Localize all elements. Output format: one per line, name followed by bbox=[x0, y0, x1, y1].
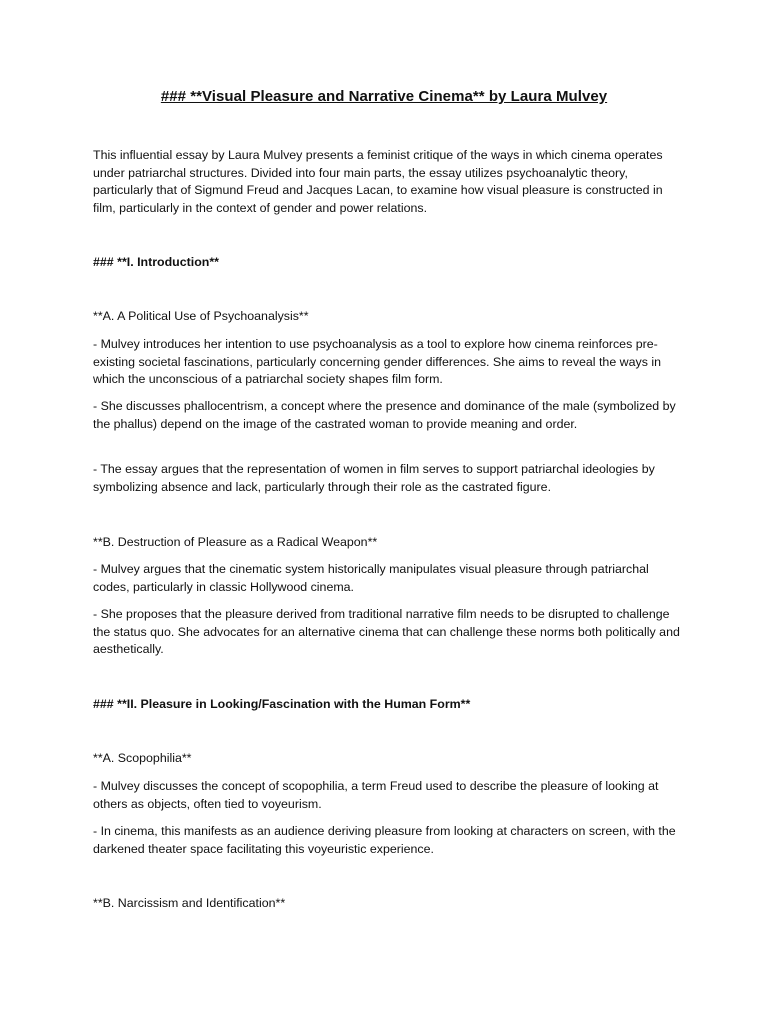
bullet-paragraph: - She discusses phallocentrism, a concept where the presence and dominance of the male (symbolized by the phallus) depend on the image of the castrated woman to provide meaning and order. bbox=[93, 399, 676, 431]
subsection-heading-destruction-of-pleasure: **B. Destruction of Pleasure as a Radical Weapon** bbox=[93, 535, 378, 549]
section-heading-introduction: ### **I. Introduction** bbox=[93, 255, 219, 269]
bullet-paragraph: - In cinema, this manifests as an audience deriving pleasure from looking at characters on screen, with the darkened theater space facilitating this voyeuristic experience. bbox=[93, 824, 676, 856]
bullet-paragraph: - Mulvey argues that the cinematic system historically manipulates visual pleasure through patriarchal codes, particularly in classic Hollywood cinema. bbox=[93, 562, 649, 594]
subsection-heading-narcissism: **B. Narcissism and Identification** bbox=[93, 896, 286, 910]
document-title: ### **Visual Pleasure and Narrative Cinema** by Laura Mulvey bbox=[160, 88, 608, 105]
bullet-paragraph: - She proposes that the pleasure derived from traditional narrative film needs to be disrupted to challenge the status quo. She advocates for an alternative cinema that can challenge these norms both politically and aesthetically. bbox=[93, 607, 680, 657]
subsection-heading-political-use: **A. A Political Use of Psychoanalysis** bbox=[93, 309, 309, 323]
subsection-heading-scopophilia: **A. Scopophilia** bbox=[93, 751, 192, 765]
bullet-paragraph: - Mulvey introduces her intention to use psychoanalysis as a tool to explore how cinema reinforces pre-existing societal fascinations, particularly concerning gender differences. She aims to reveal the ways in which the unconscious of a patriarchal society shapes film form. bbox=[93, 337, 661, 387]
intro-paragraph: This influential essay by Laura Mulvey presents a feminist critique of the ways in which cinema operates under patriarchal structures. Divided into four main parts, the essay utilizes psychoanalytic theory, particularly that of Sigmund Freud and Jacques Lacan, to examine how visual pleasure is constructed in film, particularly in the context of gender and power relations. bbox=[93, 148, 663, 215]
bullet-paragraph: - The essay argues that the representation of women in film serves to support patriarchal ideologies by symbolizing absence and lack, particularly through their role as the castrated figure. bbox=[93, 462, 655, 494]
section-heading-pleasure-in-looking: ### **II. Pleasure in Looking/Fascination with the Human Form** bbox=[93, 697, 471, 711]
bullet-paragraph: - Mulvey discusses the concept of scopophilia, a term Freud used to describe the pleasure of looking at others as objects, often tied to voyeurism. bbox=[93, 779, 659, 811]
